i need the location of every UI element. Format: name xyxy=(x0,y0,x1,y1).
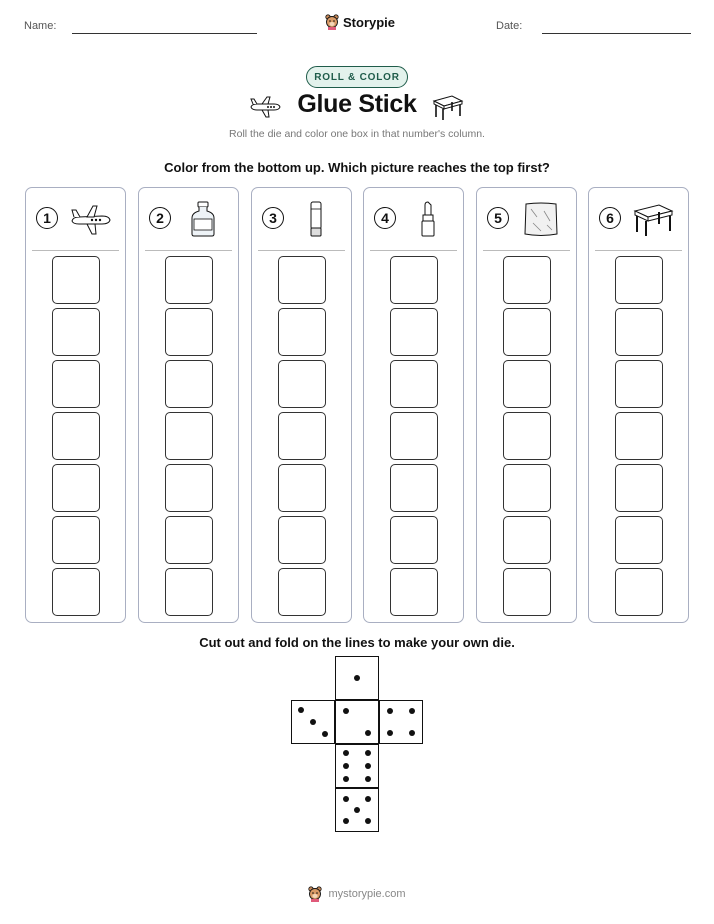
column-1 xyxy=(25,187,126,623)
die-pip xyxy=(298,707,304,713)
brand-logo xyxy=(325,14,395,30)
die-face-2 xyxy=(335,700,379,744)
die-pip xyxy=(365,776,371,782)
die-pip xyxy=(387,730,393,736)
activity-badge: ROLL & COLOR xyxy=(306,66,408,88)
color-box[interactable] xyxy=(390,256,438,304)
color-box[interactable] xyxy=(503,516,551,564)
color-box[interactable] xyxy=(503,360,551,408)
column-number: 6 xyxy=(599,207,621,229)
color-box[interactable] xyxy=(52,256,100,304)
color-box[interactable] xyxy=(390,308,438,356)
color-box[interactable] xyxy=(165,308,213,356)
die-pip xyxy=(387,708,393,714)
top-instruction: Color from the bottom up. Which picture reaches the top first? xyxy=(164,160,550,175)
die-pip xyxy=(365,763,371,769)
color-box[interactable] xyxy=(165,568,213,616)
table-icon xyxy=(631,201,675,237)
color-box[interactable] xyxy=(52,360,100,408)
column-number: 5 xyxy=(487,207,509,229)
color-box[interactable] xyxy=(615,360,663,408)
color-box[interactable] xyxy=(165,464,213,512)
die-face-1 xyxy=(335,656,379,700)
color-box[interactable] xyxy=(503,464,551,512)
column-number: 3 xyxy=(262,207,284,229)
die-pip xyxy=(310,719,316,725)
color-box[interactable] xyxy=(278,360,326,408)
die-pip xyxy=(343,750,349,756)
color-box[interactable] xyxy=(615,516,663,564)
color-box[interactable] xyxy=(165,412,213,460)
column-6 xyxy=(588,187,689,623)
color-box[interactable] xyxy=(390,516,438,564)
color-box[interactable] xyxy=(52,516,100,564)
die-pip xyxy=(365,730,371,736)
bottom-instruction: Cut out and fold on the lines to make your own die. xyxy=(199,635,515,650)
color-box[interactable] xyxy=(278,464,326,512)
date-line[interactable] xyxy=(542,33,691,34)
color-box[interactable] xyxy=(165,360,213,408)
airplane-icon xyxy=(68,201,112,237)
table-icon xyxy=(432,93,464,121)
color-box[interactable] xyxy=(503,308,551,356)
die-pip xyxy=(343,796,349,802)
footer-url: mystorypie.com xyxy=(328,888,406,900)
column-number: 1 xyxy=(36,207,58,229)
name-line[interactable] xyxy=(72,33,257,34)
glue-stick-icon xyxy=(294,201,338,237)
color-box[interactable] xyxy=(165,516,213,564)
color-box[interactable] xyxy=(615,308,663,356)
color-box[interactable] xyxy=(503,412,551,460)
bottle-icon xyxy=(181,201,225,237)
color-box[interactable] xyxy=(278,516,326,564)
color-box[interactable] xyxy=(615,412,663,460)
die-net xyxy=(291,656,425,834)
page-title: Glue Stick xyxy=(297,90,417,118)
die-face-3 xyxy=(291,700,335,744)
die-pip xyxy=(343,818,349,824)
column-4 xyxy=(363,187,464,623)
color-box[interactable] xyxy=(390,360,438,408)
color-box[interactable] xyxy=(390,464,438,512)
die-pip xyxy=(343,708,349,714)
color-box[interactable] xyxy=(390,412,438,460)
lipstick-icon xyxy=(406,201,450,237)
color-box[interactable] xyxy=(278,256,326,304)
color-box[interactable] xyxy=(615,256,663,304)
die-face-6 xyxy=(335,744,379,788)
die-pip xyxy=(409,730,415,736)
date-label: Date: xyxy=(496,20,523,32)
plastic-bag-icon xyxy=(519,201,563,237)
bear-mascot-icon xyxy=(308,886,322,902)
column-3 xyxy=(251,187,352,623)
name-label: Name: xyxy=(24,20,57,32)
color-box[interactable] xyxy=(503,568,551,616)
die-pip xyxy=(343,776,349,782)
die-pip xyxy=(365,796,371,802)
color-box[interactable] xyxy=(278,308,326,356)
die-pip xyxy=(343,763,349,769)
color-box[interactable] xyxy=(165,256,213,304)
color-box[interactable] xyxy=(615,464,663,512)
color-box[interactable] xyxy=(52,412,100,460)
color-box[interactable] xyxy=(52,464,100,512)
color-box[interactable] xyxy=(278,412,326,460)
color-box[interactable] xyxy=(503,256,551,304)
color-box[interactable] xyxy=(615,568,663,616)
column-2 xyxy=(138,187,239,623)
die-face-5 xyxy=(335,788,379,832)
column-number: 4 xyxy=(374,207,396,229)
die-pip xyxy=(354,675,360,681)
die-pip xyxy=(354,807,360,813)
die-pip xyxy=(365,818,371,824)
die-face-4 xyxy=(379,700,423,744)
page-subtitle: Roll the die and color one box in that number's column. xyxy=(229,128,485,140)
column-number: 2 xyxy=(149,207,171,229)
color-box[interactable] xyxy=(278,568,326,616)
color-box[interactable] xyxy=(52,308,100,356)
die-pip xyxy=(409,708,415,714)
die-pip xyxy=(322,731,328,737)
bear-mascot-icon xyxy=(325,14,339,30)
brand-name: Storypie xyxy=(343,14,396,30)
column-5 xyxy=(476,187,577,623)
color-box[interactable] xyxy=(52,568,100,616)
footer xyxy=(0,886,714,902)
die-pip xyxy=(365,750,371,756)
color-box[interactable] xyxy=(390,568,438,616)
